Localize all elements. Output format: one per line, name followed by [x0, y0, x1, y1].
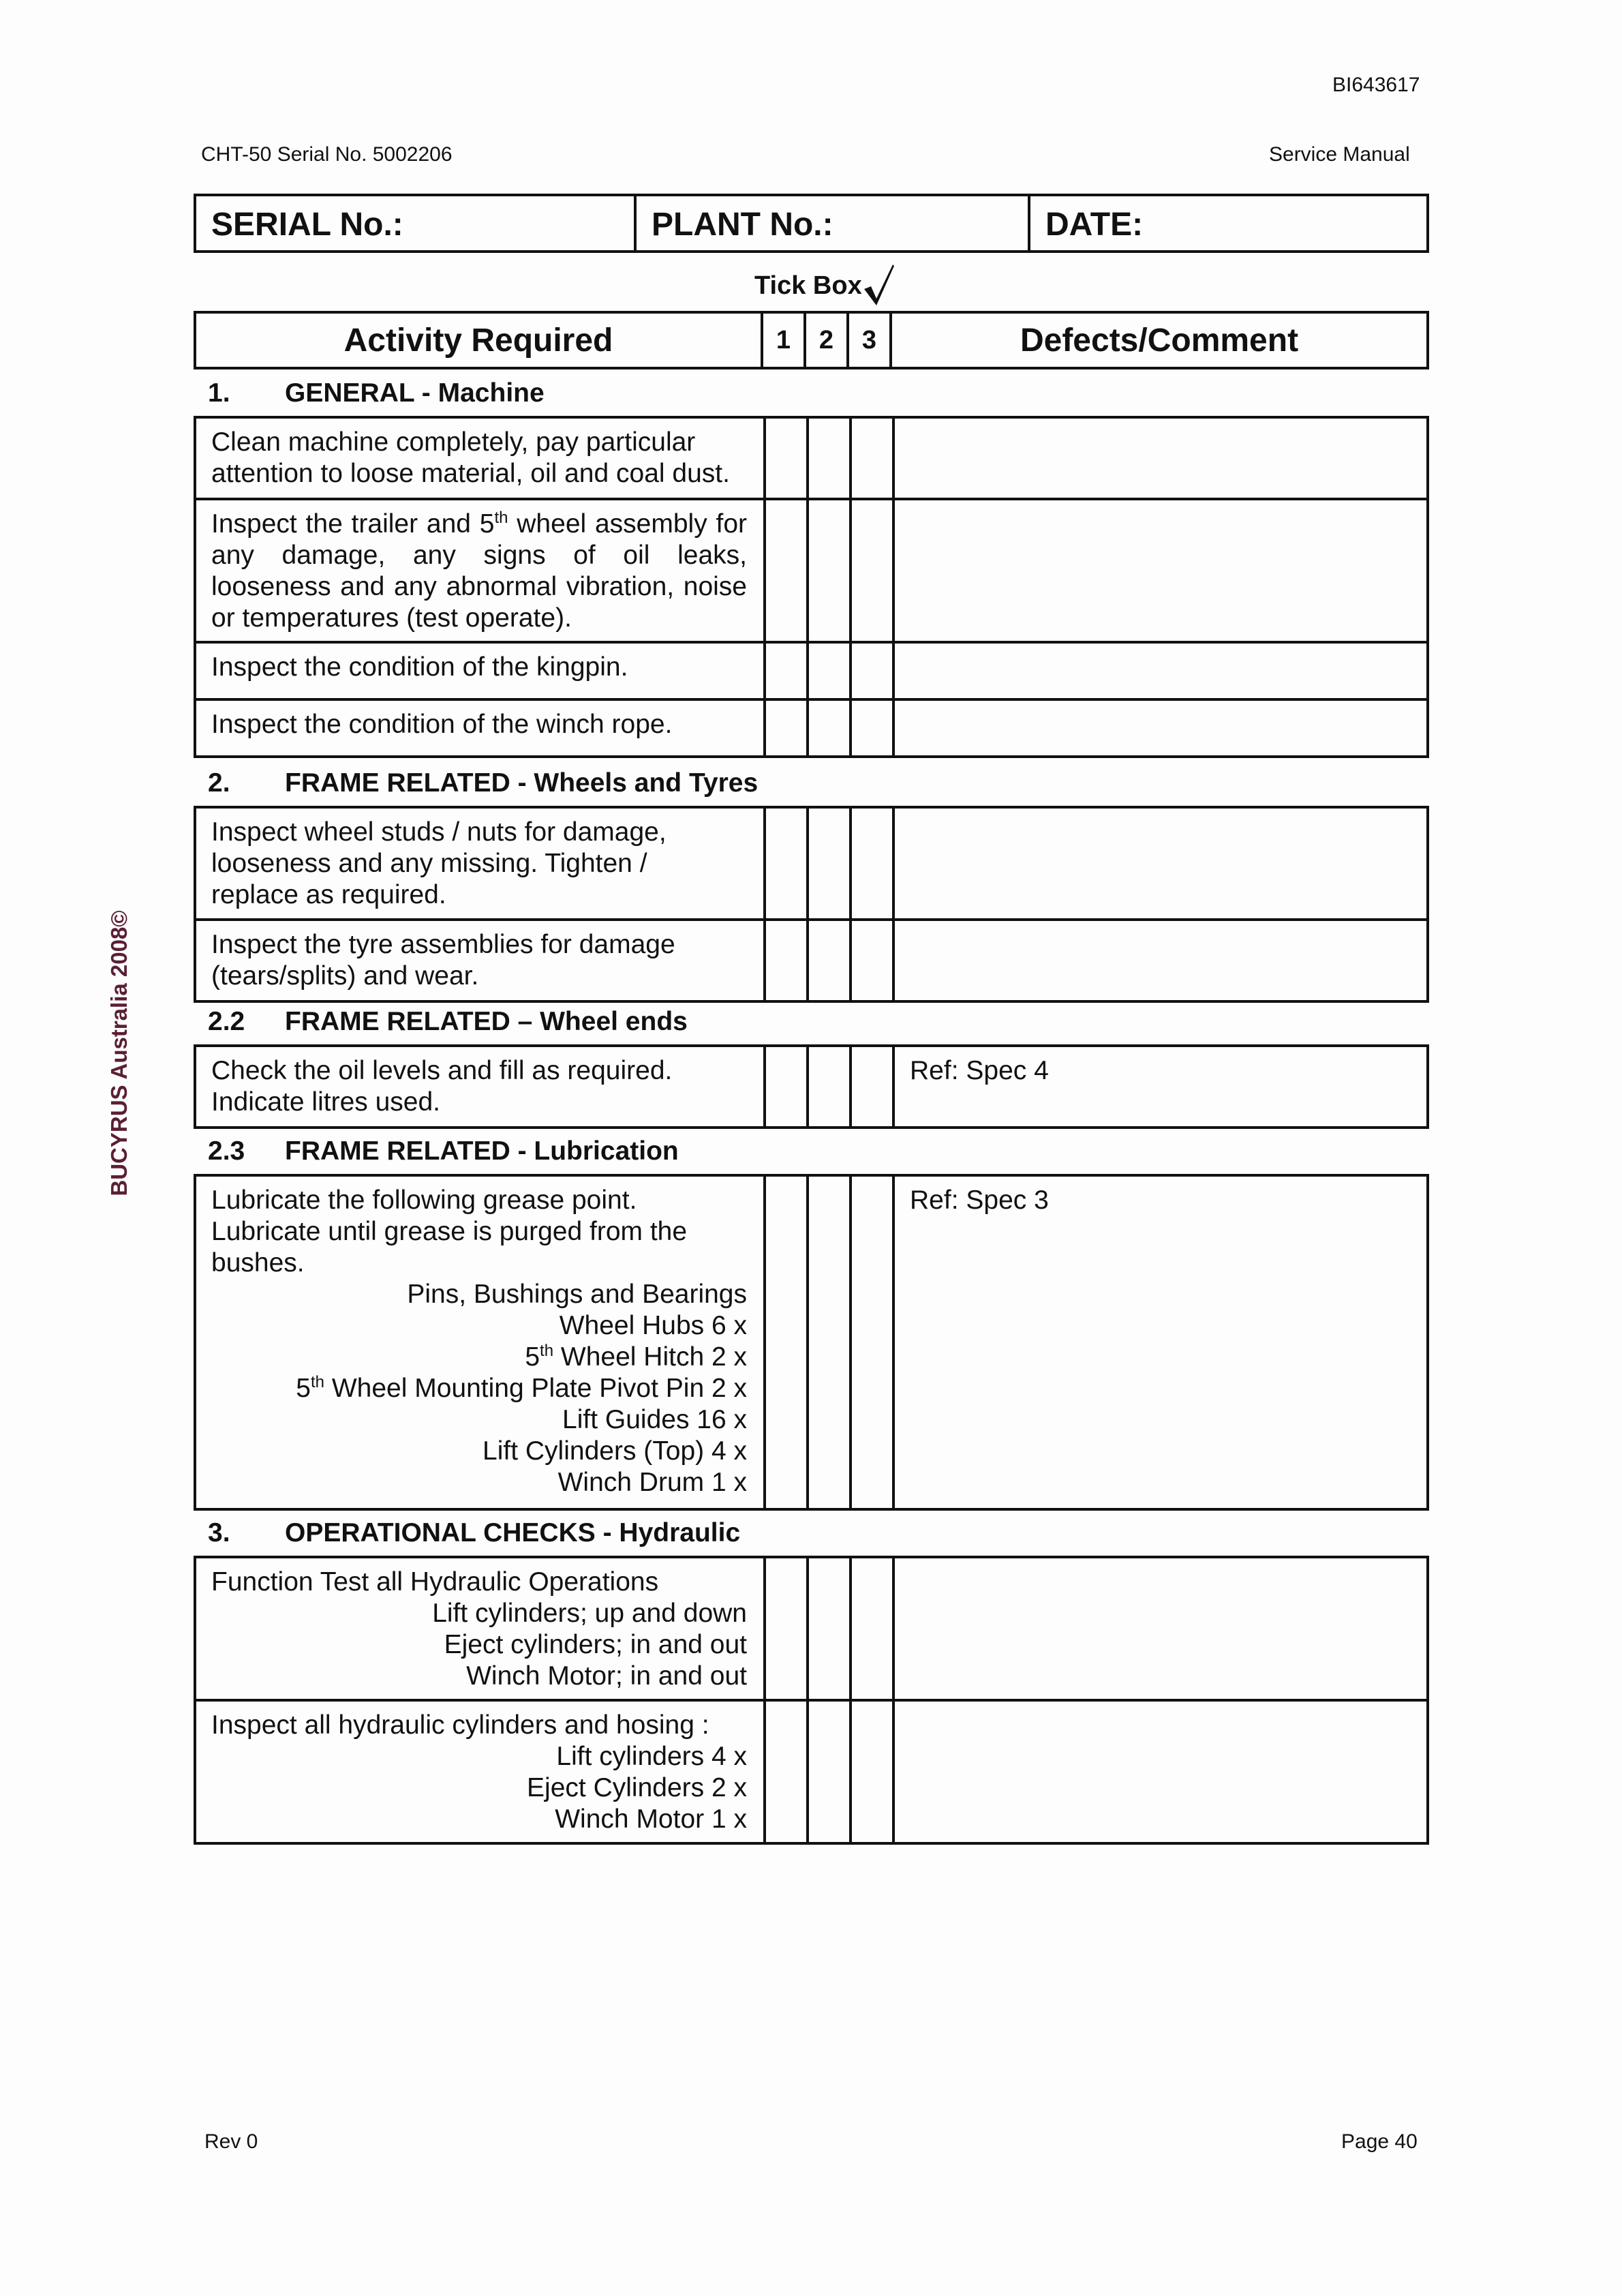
cylinder-item: Lift cylinders 4 x: [556, 1742, 747, 1771]
comment-cell[interactable]: Ref: Spec 4: [893, 1046, 1428, 1128]
date-field: DATE:: [1029, 195, 1428, 252]
model-serial: CHT-50 Serial No. 5002206: [201, 143, 453, 166]
activity-cell: Lubricate the following grease point. Lubricate until grease is purged from the bushes. Pins, Bushings and Bearings Wheel Hubs 6 x 5th Wheel Hitch 2 x 5th Wheel Mounting Plate Pivot Pin 2 x Lift Guides 16 x Lift Cylinders (Top) 4 x Winch Drum 1 x: [195, 1175, 765, 1509]
tick-box-2[interactable]: [808, 1046, 851, 1128]
grease-point-item: Lift Guides 16 x: [562, 1405, 747, 1434]
operation-item: Eject cylinders; in and out: [444, 1630, 747, 1659]
section-2-2-table: [194, 1044, 1429, 1129]
activity-cell: Inspect all hydraulic cylinders and hosing : Lift cylinders 4 x Eject Cylinders 2 x Winch Motor 1 x: [195, 1700, 765, 1843]
serial-field: SERIAL No.:: [195, 195, 635, 252]
cylinder-item: Winch Motor 1 x: [555, 1804, 747, 1834]
tick-box-1[interactable]: [765, 699, 808, 757]
grease-point-item: Pins, Bushings and Bearings: [407, 1280, 747, 1309]
tick-box-3[interactable]: [851, 1557, 893, 1700]
tick-box-label: Tick Box: [754, 271, 862, 300]
section-title: FRAME RELATED – Wheel ends: [285, 1007, 688, 1036]
section-3-table: [194, 1556, 1429, 1845]
tick-box-3[interactable]: [851, 499, 893, 642]
checklist-row: [195, 417, 1428, 499]
checklist-row: [195, 920, 1428, 1001]
side-copyright-label: BUCYRUS Australia 2008©: [106, 910, 132, 1196]
tick-column-1-header: 1: [762, 312, 805, 368]
checklist-row: [195, 1700, 1428, 1843]
activity-cell: Inspect the condition of the winch rope.: [195, 699, 765, 757]
section-2-table: [194, 806, 1429, 1003]
activity-cell: Function Test all Hydraulic Operations Lift cylinders; up and down Eject cylinders; in and out Winch Motor; in and out: [195, 1557, 765, 1700]
section-title: GENERAL - Machine: [285, 378, 545, 408]
cylinder-item: Eject Cylinders 2 x: [527, 1773, 747, 1802]
grease-point-item: Winch Drum 1 x: [557, 1468, 747, 1497]
header-fields-box: [194, 194, 1429, 253]
tick-box-2[interactable]: [808, 920, 851, 1001]
grease-point-item: 5th Wheel Mounting Plate Pivot Pin 2 x: [296, 1373, 747, 1403]
tick-box-3[interactable]: [851, 1175, 893, 1509]
revision-label: Rev 0: [204, 2130, 258, 2153]
check-mark-icon: [861, 262, 896, 308]
tick-column-3-header: 3: [848, 312, 891, 368]
tick-box-3[interactable]: [851, 1700, 893, 1843]
tick-box-1[interactable]: [765, 807, 808, 920]
activity-cell: Inspect the trailer and 5th wheel assembly for any damage, any signs of oil leaks, looseness and any abnormal vibration, noise or temperatures (test operate).: [195, 499, 765, 642]
checklist-row: [195, 499, 1428, 642]
comment-cell[interactable]: [893, 1700, 1428, 1843]
comment-cell[interactable]: [893, 417, 1428, 499]
section-number: 2.: [208, 768, 230, 798]
checklist-row: [195, 807, 1428, 920]
tick-box-3[interactable]: [851, 807, 893, 920]
checklist-row: [195, 642, 1428, 699]
tick-box-1[interactable]: [765, 1557, 808, 1700]
tick-box-3[interactable]: [851, 920, 893, 1001]
tick-column-2-header: 2: [805, 312, 848, 368]
activity-cell: Clean machine completely, pay particular attention to loose material, oil and coal dust.: [195, 417, 765, 499]
manual-type: Service Manual: [1269, 143, 1410, 166]
section-title: FRAME RELATED - Wheels and Tyres: [285, 768, 759, 798]
operation-item: Winch Motor; in and out: [466, 1661, 747, 1691]
tick-box-3[interactable]: [851, 1046, 893, 1128]
grease-point-item: Wheel Hubs 6 x: [559, 1311, 747, 1340]
comment-cell[interactable]: Ref: Spec 3: [893, 1175, 1428, 1509]
checklist-row: [195, 1046, 1428, 1128]
section-number: 3.: [208, 1518, 230, 1547]
comment-cell[interactable]: [893, 920, 1428, 1001]
tick-box-1[interactable]: [765, 642, 808, 699]
section-title: FRAME RELATED - Lubrication: [285, 1136, 679, 1166]
tick-box-2[interactable]: [808, 1175, 851, 1509]
plant-field: PLANT No.:: [635, 195, 1029, 252]
comment-cell[interactable]: [893, 642, 1428, 699]
column-header-row: [194, 311, 1429, 369]
tick-box-1[interactable]: [765, 1175, 808, 1509]
tick-box-2[interactable]: [808, 499, 851, 642]
checklist-row: [195, 1557, 1428, 1700]
tick-box-2[interactable]: [808, 699, 851, 757]
operation-item: Lift cylinders; up and down: [432, 1599, 747, 1628]
tick-box-1[interactable]: [765, 499, 808, 642]
checklist-row: [195, 699, 1428, 757]
comment-cell[interactable]: [893, 1557, 1428, 1700]
activity-cell: Inspect the tyre assemblies for damage (tears/splits) and wear.: [195, 920, 765, 1001]
tick-box-1[interactable]: [765, 920, 808, 1001]
section-1-table: [194, 416, 1429, 758]
tick-box-2[interactable]: [808, 807, 851, 920]
comment-cell[interactable]: [893, 807, 1428, 920]
tick-box-2[interactable]: [808, 642, 851, 699]
grease-point-item: Lift Cylinders (Top) 4 x: [483, 1436, 747, 1466]
tick-box-2[interactable]: [808, 1700, 851, 1843]
tick-box-2[interactable]: [808, 1557, 851, 1700]
page-number: Page 40: [1341, 2130, 1418, 2153]
comment-cell[interactable]: [893, 499, 1428, 642]
activity-column-header: Activity Required: [195, 312, 762, 368]
tick-box-3[interactable]: [851, 699, 893, 757]
comment-cell[interactable]: [893, 699, 1428, 757]
activity-cell: Inspect the condition of the kingpin.: [195, 642, 765, 699]
tick-box-1[interactable]: [765, 1700, 808, 1843]
tick-box-3[interactable]: [851, 417, 893, 499]
section-number: 1.: [208, 378, 230, 408]
comment-column-header: Defects/Comment: [891, 312, 1428, 368]
section-2-3-table: [194, 1174, 1429, 1511]
section-number: 2.2: [208, 1007, 245, 1036]
section-title: OPERATIONAL CHECKS - Hydraulic: [285, 1518, 741, 1547]
checklist-row: [195, 1175, 1428, 1509]
activity-cell: Inspect wheel studs / nuts for damage, looseness and any missing. Tighten / replace as required.: [195, 807, 765, 920]
tick-box-3[interactable]: [851, 642, 893, 699]
tick-box-1[interactable]: [765, 1046, 808, 1128]
tick-box-1[interactable]: [765, 417, 808, 499]
section-number: 2.3: [208, 1136, 245, 1166]
tick-box-2[interactable]: [808, 417, 851, 499]
document-id: BI643617: [1332, 74, 1420, 96]
grease-point-item: 5th Wheel Hitch 2 x: [525, 1342, 747, 1372]
activity-cell: Check the oil levels and fill as required. Indicate litres used.: [195, 1046, 765, 1128]
